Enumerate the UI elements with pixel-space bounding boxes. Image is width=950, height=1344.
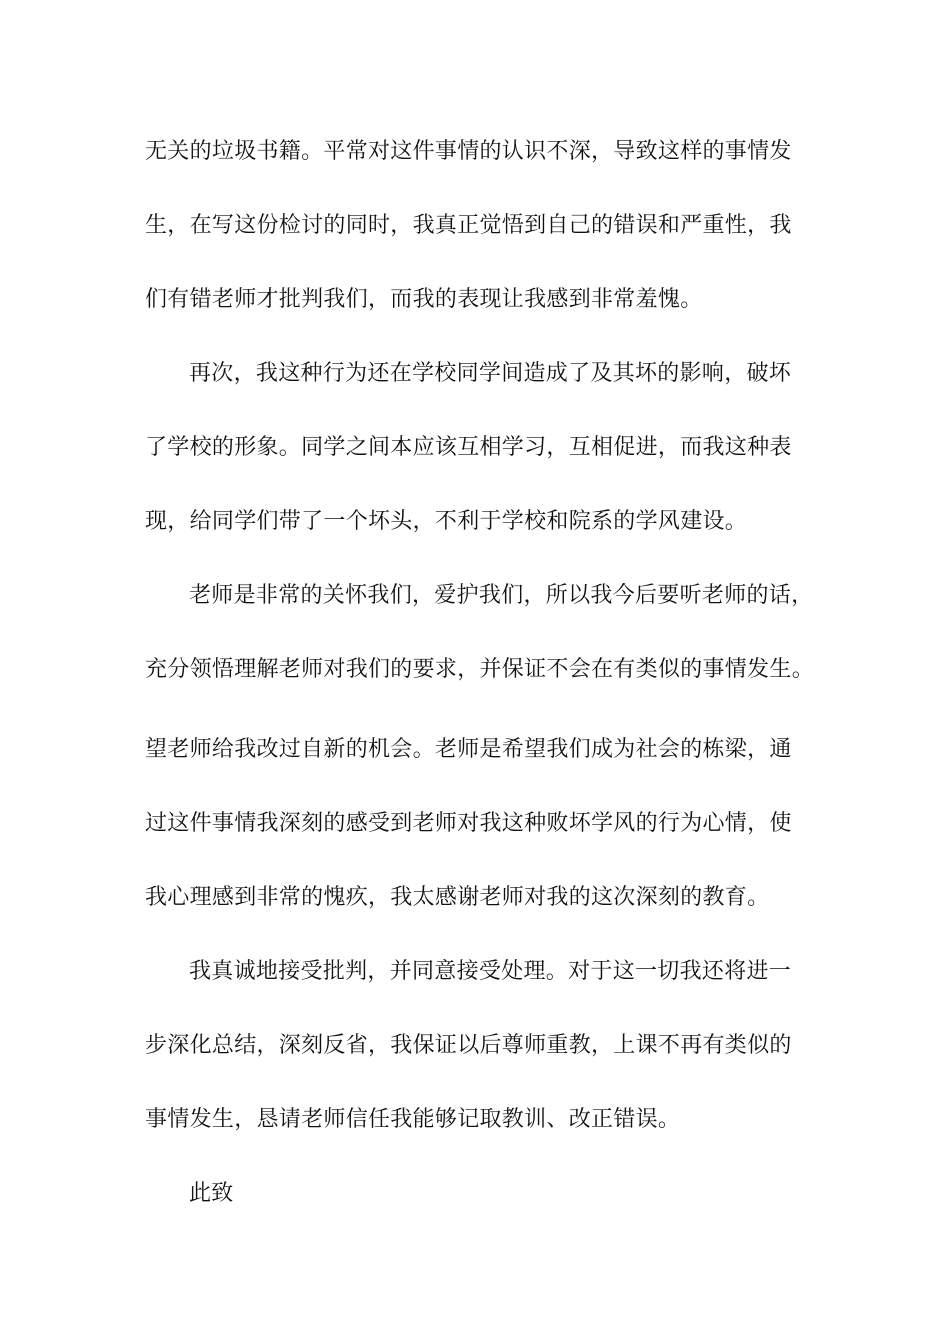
text-line: 步深化总结，深刻反省，我保证以后尊师重教，上课不再有类似的 <box>145 1033 792 1058</box>
text-line: 望老师给我改过自新的机会。老师是希望我们成为社会的栋梁，通 <box>145 737 792 762</box>
closing-salutation: 此致 <box>189 1181 234 1206</box>
text-line: 无关的垃圾书籍。平常对这件事情的认识不深，导致这样的事情发 <box>145 139 792 164</box>
text-line: 充分领悟理解老师对我们的要求，并保证不会在有类似的事情发生。 <box>145 657 815 682</box>
paragraph-start-line: 再次，我这种行为还在学校同学间造成了及其坏的影响，破坏 <box>189 361 792 386</box>
text-line: 事情发生，恳请老师信任我能够记取教训、改正错误。 <box>145 1107 681 1132</box>
text-line: 们有错老师才批判我们，而我的表现让我感到非常羞愧。 <box>145 287 703 312</box>
paragraph-start-line: 老师是非常的关怀我们，爱护我们，所以我今后要听老师的话， <box>189 583 814 608</box>
paragraph-start-line: 我真诚地接受批判，并同意接受处理。对于这一切我还将进一 <box>189 959 792 984</box>
text-line: 我心理感到非常的愧疚，我太感谢老师对我的这次深刻的教育。 <box>145 885 770 910</box>
text-line: 现，给同学们带了一个坏头，不利于学校和院系的学风建设。 <box>145 509 748 534</box>
text-line: 过这件事情我深刻的感受到老师对我这种败坏学风的行为心情，使 <box>145 811 792 836</box>
text-line: 了学校的形象。同学之间本应该互相学习，互相促进，而我这种表 <box>145 435 792 460</box>
text-line: 生，在写这份检讨的同时，我真正觉悟到自己的错误和严重性，我 <box>145 213 792 238</box>
